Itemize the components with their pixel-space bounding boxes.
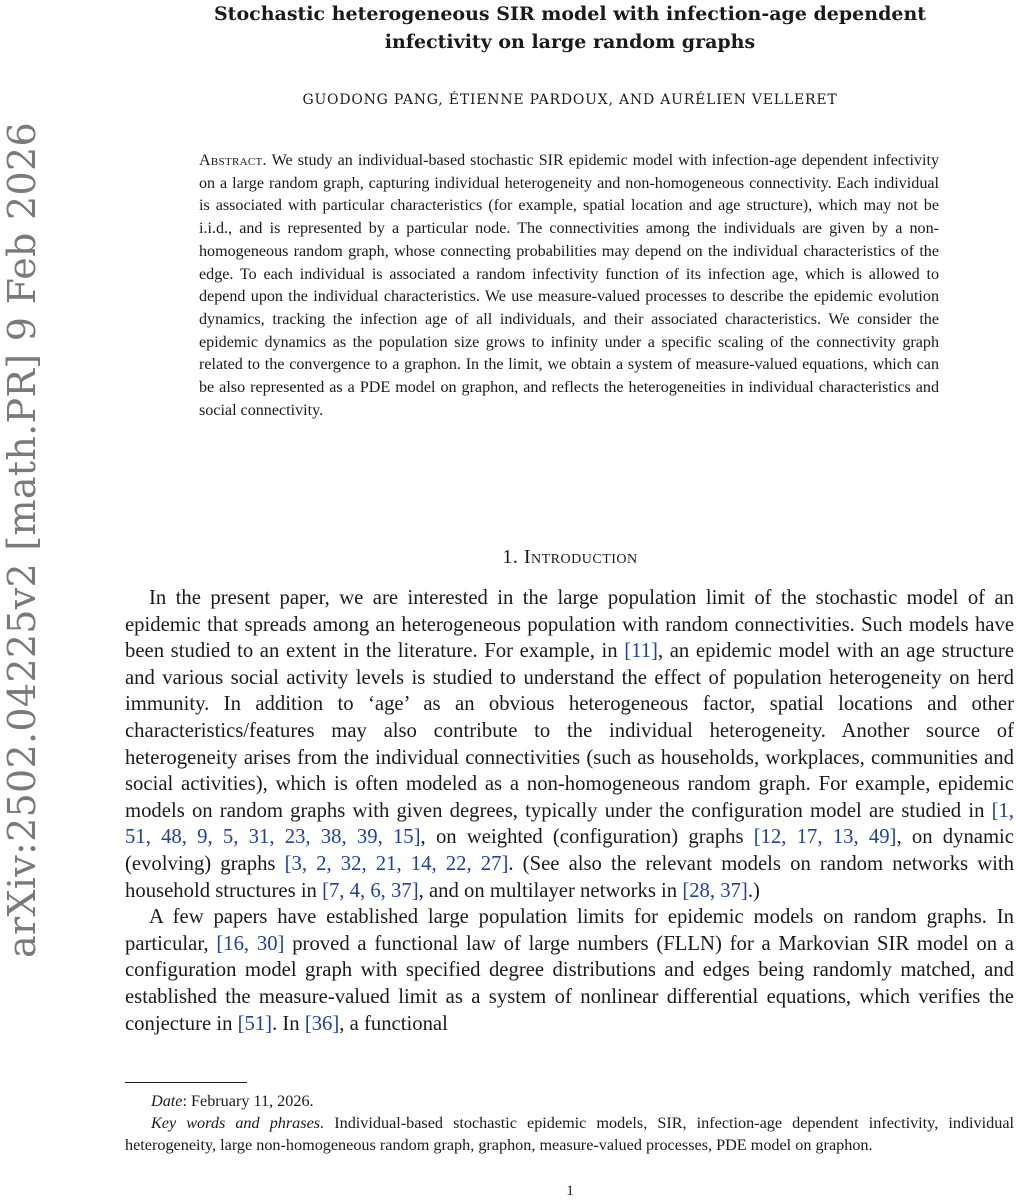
footnote-keywords-value: Individual-based stochastic epidemic models, SIR, infection-age dependent infectivity, individual heterogeneity, large non-homogeneous random graph, graphon, measure-valued processes, PDE model on graphon.	[125, 1114, 1014, 1154]
text-run: , on dynamic (evolving) graphs	[125, 826, 1014, 875]
footnote-date	[125, 1090, 1014, 1112]
introduction-body	[125, 585, 1014, 1037]
text-run: A few papers have established large population limits for epidemic models on random graphs. In particular,	[125, 906, 1014, 955]
citation-link[interactable]: [36]	[304, 1012, 340, 1035]
citation-link-group[interactable]: [3, 2, 32, 21, 14, 22, 27]	[284, 852, 509, 875]
footnotes	[125, 1090, 1014, 1156]
text-run: .)	[747, 879, 760, 902]
footnote-date-label: Date	[151, 1092, 183, 1110]
text-run: , on weighted (configuration) graphs	[420, 826, 754, 849]
text-run: , a functional	[339, 1012, 448, 1035]
abstract-text: We study an individual-based stochastic SIR epidemic model with infection-age dependent infectivity on a large random graph, capturing individual heterogeneity and non-homogeneous connectivity. Each individual is associated with particular characteristics (for example, spatial location and age structure), which may not be i.i.d., and is represented by a particular node. The connectivities among the individuals are given by a non-homogeneous random graph, whose connecting probabilities may depend on the individual characteristics of the edge. To each individual is associated a random infectivity function of its infection age, which is allowed to depend upon the individual characteristics. We use measure-valued processes to describe the epidemic evolution dynamics, tracking the infection age of all individuals, and their associated characteristics. We consider the epidemic dynamics as the population size grows to infinity under a specific scaling of the connectivity graph related to the convergence to a graphon. In the limit, we obtain a system of measure-valued equations, which can be also represented as a PDE model on graphon, and reflects the heterogeneities in individual characteristics and social connectivity.	[199, 152, 940, 419]
abstract-block	[199, 150, 939, 422]
paper-title	[125, 0, 1015, 56]
abstract-label: Abstract.	[199, 152, 267, 169]
citation-link-group[interactable]: [1, 51, 48, 9, 5, 31, 23, 38, 39, 15]	[125, 799, 1014, 849]
arxiv-identifier: arXiv:2502.04225v2 [math.PR] 9 Feb 2026	[0, 122, 44, 958]
text-run: . (See also the relevant models on random networks with household structures in	[125, 852, 1015, 902]
citation-link[interactable]: [11]	[624, 640, 658, 663]
section-heading-introduction: 1. Introduction	[502, 546, 638, 568]
citation-link-group[interactable]: [12, 17, 13, 49]	[753, 826, 897, 849]
citation-link-group[interactable]: [7, 4, 6, 37]	[322, 879, 419, 902]
text-run: , an epidemic model with an age structure and various social activity levels is studied to understand the effect of population heterogeneity on herd immunity. In addition to ‘age’ as an obvious heterogeneous factor, spatial locations and other characteristics/features may also contribute to the individual heterogeneity. Another source of heterogeneity arises from the individual connectivities (such as households, workplaces, communities and social activities), which is often modeled as a non-homogeneous random graph. For example, epidemic models on random graphs with given degrees, typically under the configuration model are studied in	[125, 640, 1014, 822]
text-run: . In	[272, 1012, 305, 1035]
footnote-date-value: : February 11, 2026.	[182, 1092, 314, 1110]
text-run: , and on multilayer networks in	[418, 879, 683, 902]
paper-title-line-2: infectivity on large random graphs	[384, 31, 756, 53]
text-run: proved a functional law of large numbers (FLLN) for a Markovian SIR model on a configuration model graph with specified degree distributions and edges being randomly matched, and established the measure-valued limit as a system of nonlinear differential equations, which verifies the conjecture in	[125, 932, 1014, 1035]
footnote-divider	[125, 1082, 247, 1083]
citation-link-group[interactable]: [16, 30]	[216, 932, 285, 955]
citation-link[interactable]: [51]	[237, 1012, 273, 1035]
text-run: In the present paper, we are interested in the large population limit of the stochastic model of an epidemic that spreads among an heterogeneous population with random connectivities. Such models have been studied to an extent in the literature. For example, in	[125, 587, 1014, 663]
page-number: 1	[566, 1183, 574, 1199]
introduction-paragraph-2	[125, 904, 1014, 1037]
paper-title-line-1: Stochastic heterogeneous SIR model with infection-age dependent	[213, 3, 927, 25]
introduction-paragraph-1	[125, 585, 1014, 904]
footnote-keywords-label: Key words and phrases.	[151, 1114, 325, 1132]
author-list: GUODONG PANG, ÉTIENNE PARDOUX, AND AURÉLIEN VELLERET	[302, 92, 838, 108]
citation-link-group[interactable]: [28, 37]	[682, 879, 748, 902]
footnote-keywords	[125, 1112, 1014, 1156]
